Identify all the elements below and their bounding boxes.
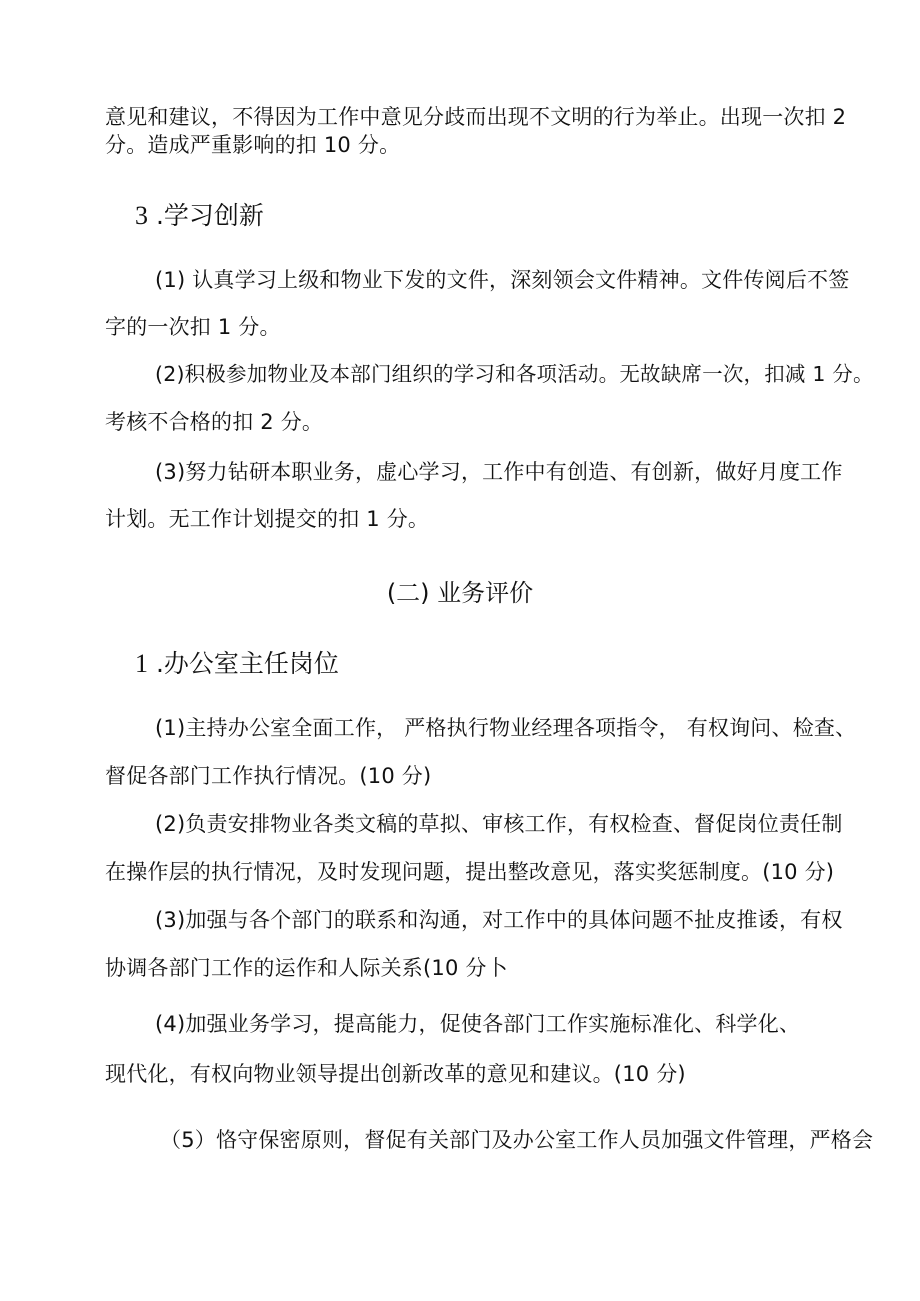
paragraph-line: 字的一次扣 1 分。	[105, 315, 281, 339]
paragraph-line: （5）恪守保密原则，督促有关部门及办公室工作人员加强文件管理，严格会	[160, 1128, 874, 1152]
paragraph-line: 督促各部门工作执行情况。(10 分)	[105, 764, 432, 788]
section-heading-office-director	[135, 649, 339, 679]
paragraph-line: (4)加强业务学习，提高能力，促使各部门工作实施标准化、科学化、	[155, 1012, 801, 1036]
paragraph-line: 协调各部门工作的运作和人际关系(10 分卜	[105, 956, 508, 980]
paragraph-line: 意见和建议，不得因为工作中意见分歧而出现不文明的行为举止。出现一次扣 2	[105, 105, 847, 129]
heading-text: .学习创新	[148, 201, 264, 230]
paragraph-line: 考核不合格的扣 2 分。	[105, 410, 324, 434]
section-heading-business-evaluation: (二) 业务评价	[386, 579, 534, 607]
heading-number: 1	[135, 649, 148, 678]
paragraph-line: (2)负责安排物业各类文稿的草拟、审核工作，有权检查、督促岗位责任制	[155, 812, 843, 836]
heading-text: .办公室主任岗位	[148, 649, 339, 678]
paragraph-line: 分。造成严重影响的扣 10 分。	[105, 133, 401, 157]
paragraph-line: 计划。无工作计划提交的扣 1 分。	[105, 507, 430, 531]
paragraph-line: (1)主持办公室全面工作， 严格执行物业经理各项指令， 有权询问、检查、	[155, 716, 857, 740]
paragraph-line: 在操作层的执行情况，及时发现问题，提出整改意见，落实奖惩制度。(10 分)	[105, 860, 835, 884]
paragraph-line: (1) 认真学习上级和物业下发的文件，深刻领会文件精神。文件传阅后不签	[155, 268, 850, 292]
paragraph-line: 现代化，有权向物业领导提出创新改革的意见和建议。(10 分)	[105, 1062, 686, 1086]
section-heading-learning-innovation	[135, 201, 264, 231]
paragraph-line: (3)加强与各个部门的联系和沟通，对工作中的具体问题不扯皮推诿，有权	[155, 908, 843, 932]
heading-number: 3	[135, 201, 148, 230]
paragraph-line: (2)积极参加物业及本部门组织的学习和各项活动。无故缺席一次，扣减 1 分。	[155, 362, 874, 386]
paragraph-line: (3)努力钻研本职业务，虚心学习，工作中有创造、有创新，做好月度工作	[155, 460, 843, 484]
